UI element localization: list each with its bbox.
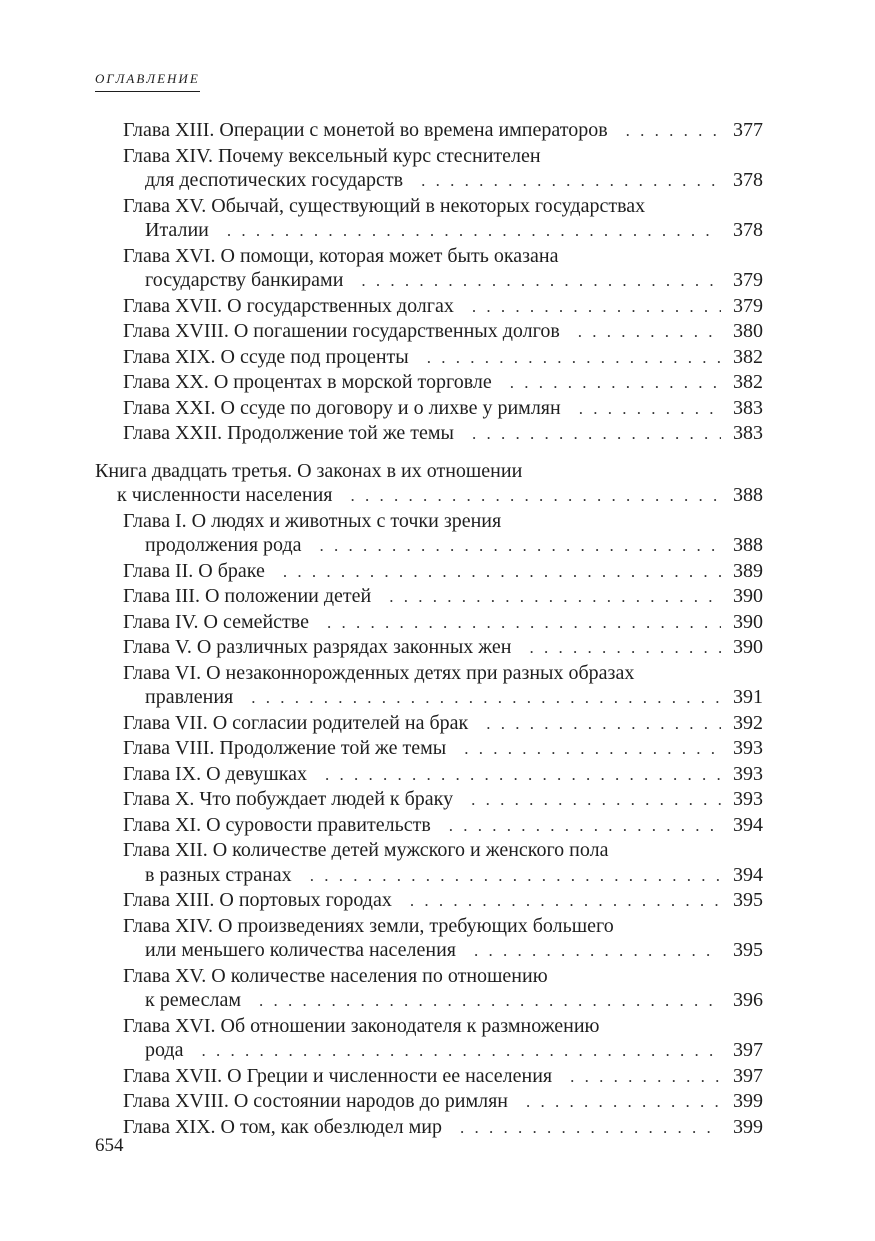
toc-page-number: 382 [733,371,763,393]
toc-page-number: 392 [733,711,763,734]
toc-entry-title: Глава VII. О согласии родителей на брак [123,711,469,734]
toc-entry-line [123,762,763,788]
dot-leader [529,636,721,661]
toc-chapter-entry [123,838,763,888]
toc-page-number: 383 [733,396,763,419]
dot-leader [474,939,721,964]
toc-page-number: 391 [733,686,763,708]
dot-leader [510,371,721,396]
toc-page-number: 393 [733,737,763,759]
toc-entry-title: Глава XVI. Об отношении законодателя к размножению [123,1014,600,1037]
toc-chapter-entry [123,661,763,711]
toc-entry-line [123,1064,763,1090]
toc-entry-title: Глава IX. О девушках [123,762,308,785]
toc-page-number: 383 [733,422,763,444]
toc-page-number: 390 [733,610,763,633]
toc-entry-line [123,118,763,144]
toc-entry-line [123,888,763,914]
dot-leader [327,611,721,636]
toc-entry-title: Глава X. Что побуждает людей к браку [123,788,454,810]
toc-page-number: 388 [733,534,763,556]
toc-page-number: 397 [733,1064,763,1087]
toc-entry-title: Глава XX. О процентах в морской торговле [123,371,492,393]
toc-entry-title: Глава XIII. О портовых городах [123,889,392,911]
toc-entry-line [123,584,763,610]
toc-entry-title: Глава I. О людях и животных с точки зрения [123,509,502,532]
toc-page-number: 378 [733,219,763,241]
toc-entry-title: Глава VI. О незаконнорожденных детях при разных образах [123,661,635,684]
toc-entry-line [123,1115,763,1141]
toc-chapter-entry [123,1064,763,1090]
toc-page-number: 389 [733,559,763,582]
toc-entry-title: или меньшего количества населения [145,939,456,961]
toc-entry-line [123,345,763,371]
dot-leader [579,397,721,422]
toc-chapter-entry [123,1115,763,1141]
toc-entry-title: Книга двадцать третья. О законах в их отношении [95,459,523,482]
table-of-contents [95,118,763,1140]
toc-entry-line [123,396,763,422]
toc-page-number: 390 [733,636,763,658]
toc-chapter-entry [123,762,763,788]
toc-page-number: 393 [733,788,763,810]
toc-entry-line [123,370,763,396]
toc-chapter-entry [123,370,763,396]
toc-page-number: 390 [733,585,763,607]
toc-page-number: 388 [733,484,763,506]
toc-page-number: 382 [733,345,763,368]
toc-entry-title: Глава V. О различных разрядах законных жен [123,636,512,658]
toc-page-number: 395 [733,939,763,961]
toc-chapter-entry [123,914,763,964]
toc-entry-title: для деспотических государств [145,169,404,191]
toc-chapter-entry [123,319,763,345]
dot-leader [570,1065,721,1090]
toc-page-number: 378 [733,169,763,191]
toc-entry-line [123,168,763,194]
toc-entry-line [123,988,763,1014]
toc-chapter-entry [123,888,763,914]
dot-leader [472,295,721,320]
toc-chapter-entry [123,787,763,813]
toc-page-number: 379 [733,269,763,291]
toc-entry-title: Италии [145,219,209,241]
toc-entry-line [123,938,763,964]
toc-chapter-entry [123,635,763,661]
running-head: ОГЛАВЛЕНИЕ [95,71,200,92]
toc-entry-title: в разных странах [145,863,292,886]
toc-page-number: 394 [733,863,763,886]
toc-page-number: 377 [733,119,763,141]
toc-entry-title: Глава XIV. Почему вексельный курс стеснителен [123,144,541,167]
toc-entry-title: Глава II. О браке [123,559,265,582]
toc-entry-line [123,635,763,661]
toc-entry-title: Глава III. О положении детей [123,585,372,607]
dot-leader [389,585,721,610]
dot-leader [486,712,721,737]
toc-entry-line [123,736,763,762]
dot-leader [427,346,721,371]
dot-leader [471,788,721,813]
dot-leader [283,560,721,585]
toc-entry-title: к ремеслам [145,989,242,1011]
toc-entry-title: правления [145,686,234,708]
dot-leader [227,219,721,244]
toc-entry-title: Глава XII. О количестве детей мужского и женского пола [123,839,609,861]
dot-leader [526,1090,721,1115]
dot-leader [310,864,721,889]
toc-chapter-entry [123,421,763,447]
page-number: 654 [95,1135,124,1156]
toc-page-number: 399 [733,1090,763,1112]
toc-entry-title: продолжения рода [145,534,302,556]
toc-entry-line [123,533,763,559]
toc-entry-title: Глава XXI. О ссуде по договору и о лихве у римлян [123,396,561,419]
toc-entry-line [123,787,763,813]
toc-entry-title: Глава XXII. Продолжение той же темы [123,422,454,444]
toc-entry-title: к численности населения [117,484,333,506]
dot-leader [361,269,721,294]
toc-entry-line [123,421,763,447]
toc-chapter-entry [123,1014,763,1064]
toc-chapter-entry [123,118,763,144]
dot-leader [460,1116,721,1141]
toc-chapter-entry [123,584,763,610]
toc-entry-title: Глава XV. Обычай, существующий в некоторых государствах [123,194,646,217]
toc-entry-title: Глава XIII. Операции с монетой во времена императоров [123,119,608,141]
toc-chapter-entry [123,711,763,737]
dot-leader [320,534,721,559]
toc-entry-title: Глава XVII. О Греции и численности ее населения [123,1064,553,1087]
toc-chapter-entry [123,244,763,294]
dot-leader [259,989,721,1014]
toc-entry-title: рода [145,1039,184,1061]
toc-entry-line [123,268,763,294]
toc-entry-title: государству банкирами [145,269,344,291]
toc-entry-line [123,610,763,636]
toc-chapter-entry [123,294,763,320]
dot-leader [472,422,721,447]
toc-page-number: 397 [733,1039,763,1061]
dot-leader [410,889,721,914]
toc-page-number: 379 [733,294,763,317]
toc-entry-line [123,813,763,839]
toc-chapter-entry [123,144,763,194]
toc-page-number: 396 [733,989,763,1011]
toc-entry-line [123,863,763,889]
toc-entry-title: Глава XVI. О помощи, которая может быть оказана [123,244,559,267]
toc-entry-title: Глава XVII. О государственных долгах [123,294,454,317]
toc-entry-title: Глава XIX. О том, как обезлюдел мир [123,1115,442,1138]
toc-entry-line [123,1089,763,1115]
toc-entry-line [123,1038,763,1064]
toc-page-number: 395 [733,889,763,911]
dot-leader [201,1039,721,1064]
toc-chapter-entry [123,396,763,422]
toc-page-number: 393 [733,762,763,785]
toc-chapter-entry [123,813,763,839]
dot-leader [464,737,721,762]
toc-entry-line [123,711,763,737]
toc-entry-title: Глава VIII. Продолжение той же темы [123,737,447,759]
toc-entry-line [123,294,763,320]
toc-chapter-entry [123,1089,763,1115]
toc-entry-line [123,559,763,585]
dot-leader [350,484,721,509]
toc-chapter-entry [123,736,763,762]
toc-entry-title: Глава XIV. О произведениях земли, требующих большего [123,914,614,937]
toc-page-number: 399 [733,1115,763,1138]
toc-chapter-entry [123,964,763,1014]
toc-entry-line [95,483,763,509]
toc-chapter-entry [123,610,763,636]
toc-entry-line [123,685,763,711]
toc-entry-title: Глава XV. О количестве населения по отношению [123,964,548,987]
toc-page-number: 380 [733,320,763,342]
dot-leader [325,763,721,788]
toc-chapter-entry [123,345,763,371]
toc-chapter-entry [123,559,763,585]
dot-leader [421,169,721,194]
dot-leader [578,320,721,345]
toc-page-number: 394 [733,813,763,836]
dot-leader [251,686,721,711]
toc-entry-line [123,319,763,345]
toc-entry-title: Глава XVIII. О состоянии народов до римлян [123,1090,508,1112]
toc-chapter-entry [123,509,763,559]
toc-entry-title: Глава XIX. О ссуде под проценты [123,345,409,368]
dot-leader [449,814,721,839]
toc-chapter-entry [123,194,763,244]
toc-book-entry [95,459,763,509]
toc-entry-title: Глава IV. О семействе [123,610,309,633]
toc-entry-title: Глава XI. О суровости правительств [123,813,431,836]
toc-entry-line [123,218,763,244]
toc-entry-title: Глава XVIII. О погашении государственных долгов [123,320,560,342]
dot-leader [626,119,721,144]
